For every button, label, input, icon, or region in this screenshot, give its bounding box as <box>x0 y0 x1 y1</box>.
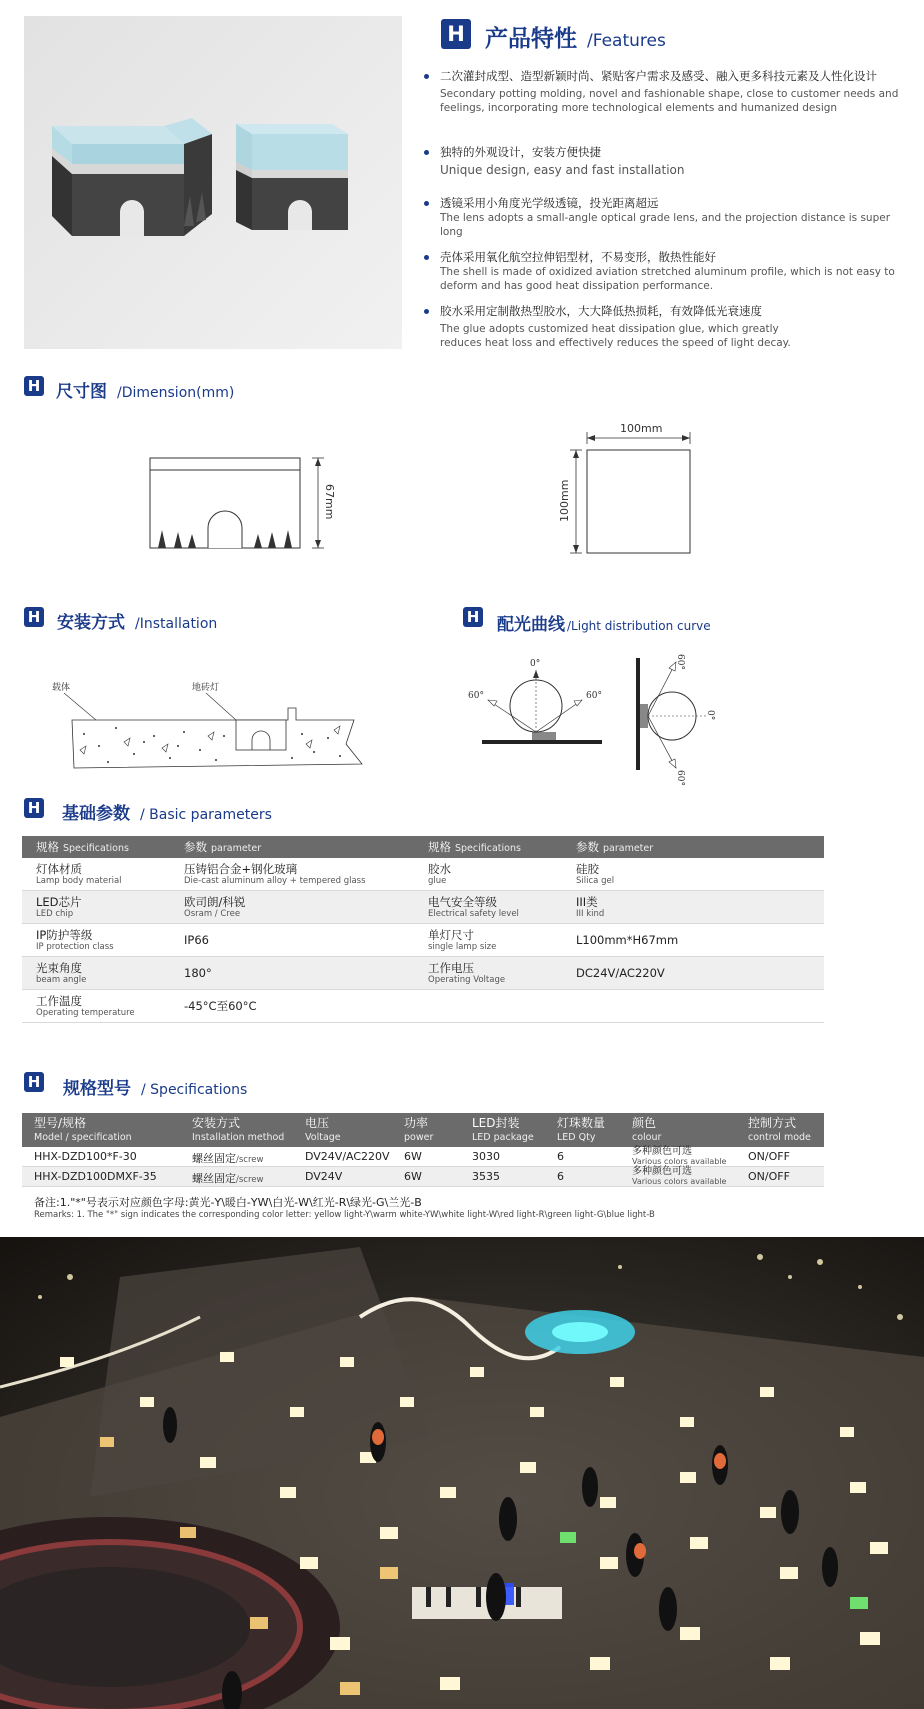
top-view-drawing <box>552 418 702 558</box>
installation-subtitle: /Installation <box>135 616 218 632</box>
brand-h-icon: H <box>24 1072 44 1092</box>
brand-h-icon: H <box>24 376 44 396</box>
basic-title: 基础参数 <box>62 804 130 824</box>
plaza-night-illustration <box>0 1237 924 1709</box>
feature-en: The shell is made of oxidized aviation stretched aluminum profile, which is not easy to deform and has good heat dissipation performance. <box>440 266 895 292</box>
light-curve-heading <box>497 610 711 635</box>
brand-h-icon: H <box>24 607 44 627</box>
angle-label: 0° <box>530 659 541 669</box>
feature-item <box>440 68 900 115</box>
lamp-label: 地砖灯 <box>192 683 220 693</box>
brand-h-icon: H <box>463 607 483 627</box>
specifications-table <box>22 1113 824 1187</box>
basic-subtitle: / Basic parameters <box>140 807 272 823</box>
header-cell: 规格 Specifications <box>36 840 129 854</box>
table-row: 灯体材质 Lamp body material 压铸铝合金+钢化玻璃 Die-cast aluminum alloy + tempered glass 胶水 glue 硅胶 Silica gel <box>22 858 824 891</box>
table-header <box>22 836 824 858</box>
basic-heading <box>62 799 272 824</box>
remark-en: Remarks: 1. The "*" sign indicates the corresponding color letter: yellow light-Y\warm white-YW\white light-W\red light-R\green light-G\blue light-B <box>34 1210 655 1220</box>
bullet-icon <box>424 309 429 314</box>
feature-item <box>440 195 900 239</box>
specs-title: 规格型号 <box>63 1079 131 1099</box>
specs-subtitle: / Specifications <box>141 1082 248 1098</box>
header-cell: 参数 parameter <box>184 840 262 854</box>
table-row: LED芯片 LED chip 欧司朗/科锐 Osram / Cree 电气安全等级 Electrical safety level III类 III kind <box>22 891 824 924</box>
bullet-icon <box>424 201 429 206</box>
specs-heading <box>63 1074 247 1099</box>
remark-zh: 备注:1."*"号表示对应颜色字母:黄光-Y\暖白-YW\白光-W\红光-R\绿光-G\兰光-B <box>34 1196 422 1209</box>
angle-label: 60° <box>675 770 685 786</box>
feature-item <box>440 249 900 293</box>
feature-item <box>440 303 900 350</box>
header-cell: 参数 parameter <box>576 840 654 854</box>
light-curve-subtitle: /Light distribution curve <box>567 619 711 633</box>
feature-zh: 胶水采用定制散热型胶水，大大降低热损耗，有效降低光衰速度 <box>440 304 762 318</box>
dimension-title: 尺寸图 <box>56 382 107 402</box>
header-cell: 规格 Specifications <box>428 840 521 854</box>
feature-en: Unique design, easy and fast installation <box>440 163 685 177</box>
bullet-icon <box>424 74 429 79</box>
feature-en: The glue adopts customized heat dissipation glue, which greatly reduces heat loss and effectively reduces the speed of light decay. <box>440 323 791 349</box>
table-row: 光束角度 beam angle 180° 工作电压 Operating Voltage DC24V/AC220V <box>22 957 824 990</box>
installation-heading <box>57 608 217 633</box>
feature-en: Secondary potting molding, novel and fashionable shape, close to customer needs and feelings, incorporating more technological elements and humanized design <box>440 88 899 114</box>
height-label: 67mm <box>323 484 336 520</box>
feature-zh: 透镜采用小角度光学级透镜，投光距离超远 <box>440 196 659 210</box>
remarks <box>34 1196 655 1221</box>
body-label: 载体 <box>52 683 71 693</box>
brand-h-icon: H <box>24 798 44 818</box>
features-subtitle: /Features <box>587 31 666 51</box>
basic-parameters-table <box>22 836 824 1023</box>
feature-zh: 二次灌封成型、造型新颖时尚、紧贴客户需求及感受、融入更多科技元素及人性化设计 <box>440 69 877 83</box>
depth-label: 100mm <box>558 479 571 522</box>
table-row: IP防护等级 IP protection class IP66 单灯尺寸 single lamp size L100mm*H67mm <box>22 924 824 957</box>
angle-label: 60° <box>468 691 484 701</box>
angle-label: 0° <box>705 710 715 721</box>
light-distribution-diagram <box>464 648 734 788</box>
features-title: 产品特性 <box>485 26 577 52</box>
bullet-icon <box>424 255 429 260</box>
table-row: HHX-DZD100*F-30 螺丝固定/screw DV24V/AC220V 6W 3030 6 多种颜色可选 Various colors available ON/OFF <box>22 1147 824 1167</box>
table-row: 工作温度 Operating temperature -45°C至60°C <box>22 990 824 1023</box>
installation-drawing <box>44 676 394 776</box>
angle-label: 60° <box>586 691 602 701</box>
table-row: HHX-DZD100DMXF-35 螺丝固定/screw DV24V 6W 3535 6 多种颜色可选 Various colors available ON/OFF <box>22 1167 824 1187</box>
lamp-small-top <box>236 124 348 134</box>
installation-title: 安装方式 <box>57 613 125 633</box>
angle-label: 60° <box>675 654 685 670</box>
dimension-subtitle: /Dimension(mm) <box>117 385 235 401</box>
product-illustration <box>24 16 402 349</box>
side-view-drawing <box>140 440 340 555</box>
feature-zh: 独特的外观设计，安装方便快捷 <box>440 145 601 159</box>
dimension-heading <box>56 377 234 402</box>
brand-h-icon: H <box>441 19 471 49</box>
product-photo <box>24 16 402 349</box>
width-label: 100mm <box>620 422 663 435</box>
lamp-lens-top <box>52 126 184 144</box>
feature-zh: 壳体采用氧化航空拉伸铝型材，不易变形，散热性能好 <box>440 250 716 264</box>
feature-item <box>440 144 900 177</box>
feature-en: The lens adopts a small-angle optical grade lens, and the projection distance is super long <box>440 212 891 238</box>
bullet-icon <box>424 150 429 155</box>
table-header: 型号/规格 Model / specification 安装方式 Installation method 电压 Voltage 功率 power LED封装 LED package 灯珠数量 LED Qty 颜色 colour 控制方式 control mode <box>22 1113 824 1147</box>
features-heading <box>485 20 666 53</box>
light-curve-title: 配光曲线 <box>497 615 565 635</box>
application-scene-photo <box>0 1237 924 1709</box>
